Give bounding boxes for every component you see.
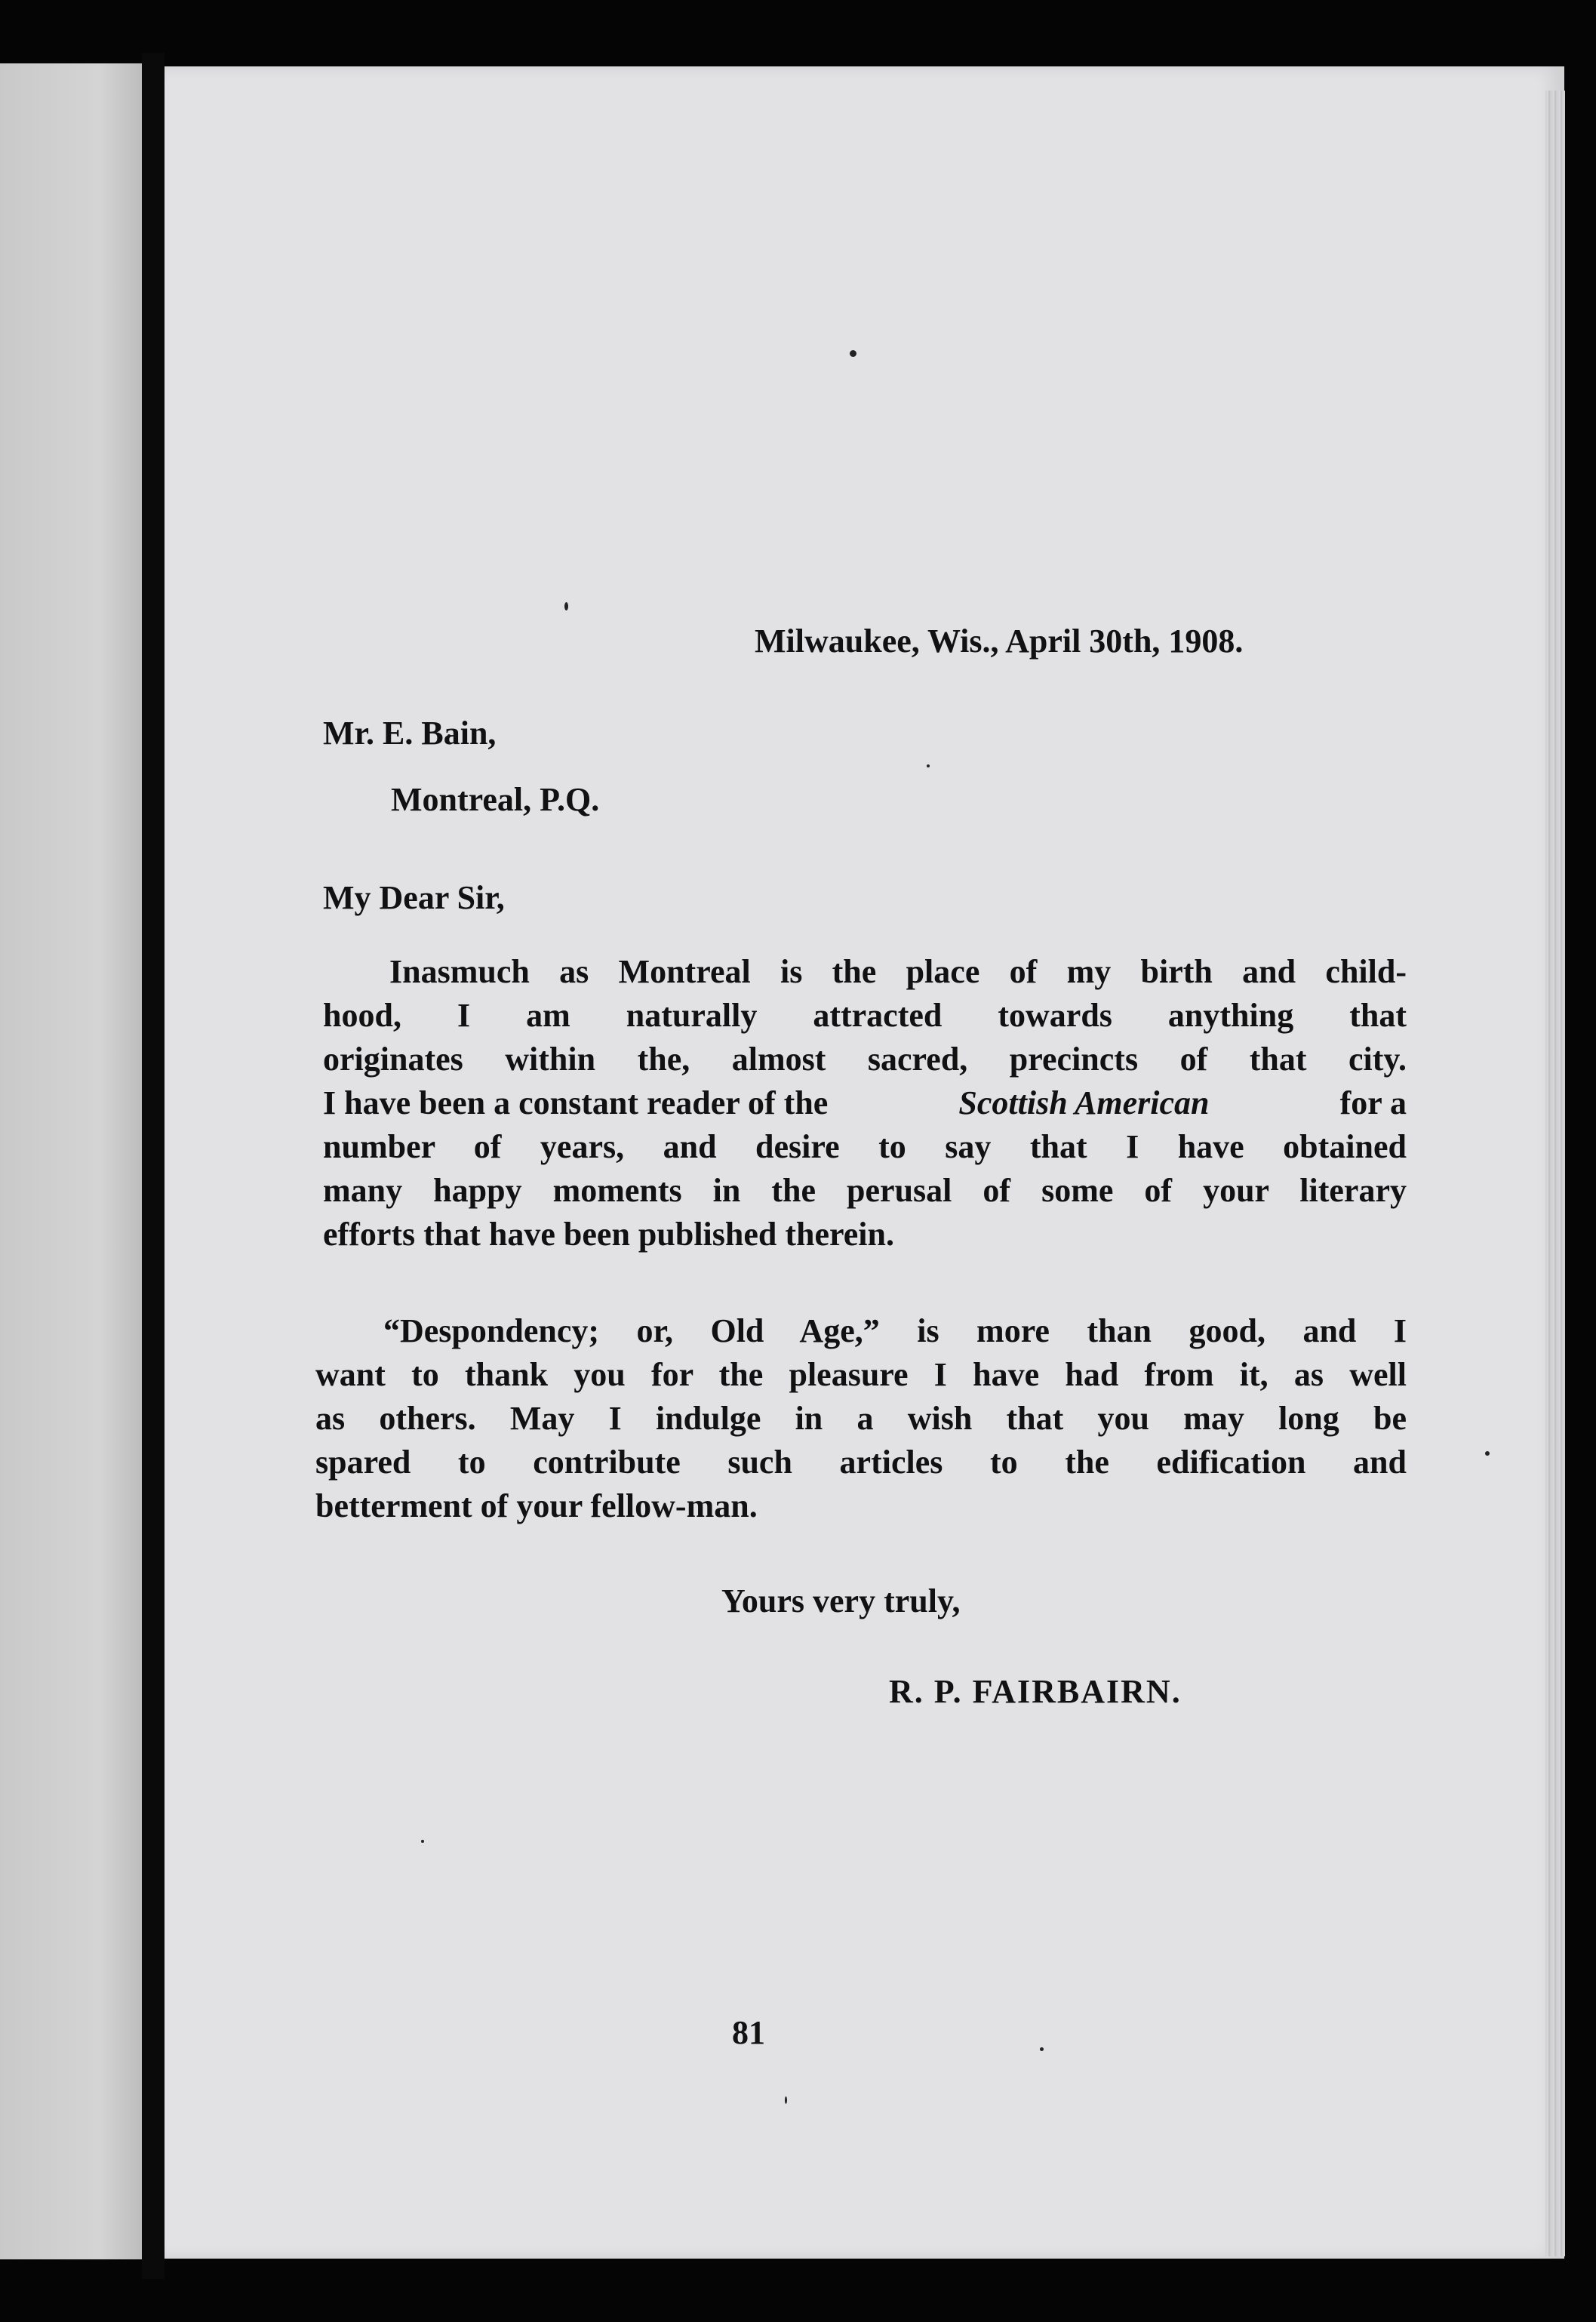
body-line: want to thank you for the pleasure I have had from it, as well	[315, 1356, 1407, 1393]
body-line	[323, 1084, 1407, 1121]
body-line: hood, I am naturally attracted towards anything that	[323, 997, 1407, 1034]
dust-speck	[850, 350, 856, 357]
dust-speck	[785, 2096, 787, 2104]
body-line: Inasmuch as Montreal is the place of my birth and child-	[389, 953, 1407, 990]
addressee-name: Mr. E. Bain,	[323, 715, 497, 752]
body-line: many happy moments in the perusal of some of your literary	[323, 1172, 1407, 1209]
book-page	[165, 66, 1564, 2259]
closing: Yours very truly,	[721, 1582, 961, 1619]
body-line: number of years, and desire to say that I have obtained	[323, 1128, 1407, 1165]
body-line: betterment of your fellow-man.	[315, 1487, 758, 1524]
body-line: efforts that have been published therein.	[323, 1216, 894, 1253]
body-line: spared to contribute such articles to the edification and	[315, 1444, 1407, 1481]
signature: R. P. FAIRBAIRN.	[889, 1673, 1182, 1710]
body-line: “Despondency; or, Old Age,” is more than good, and I	[383, 1312, 1407, 1349]
page-number: 81	[732, 2014, 765, 2051]
dust-speck	[1040, 2047, 1044, 2051]
dust-speck	[1485, 1451, 1490, 1456]
salutation: My Dear Sir,	[323, 879, 505, 916]
dateline: Milwaukee, Wis., April 30th, 1908.	[755, 623, 1244, 660]
dust-speck	[564, 602, 568, 610]
dust-speck	[421, 1840, 424, 1843]
book-gutter	[142, 53, 165, 2279]
facing-page-edge	[0, 63, 142, 2259]
body-line: as others. May I indulge in a wish that you may long be	[315, 1400, 1407, 1437]
body-line-start: I have been a constant reader of the	[323, 1084, 829, 1121]
page-edge-texture	[1545, 91, 1565, 2256]
dust-speck	[927, 764, 930, 767]
body-line: originates within the, almost sacred, precincts of that city.	[323, 1041, 1407, 1078]
body-line-end: for a	[1339, 1084, 1407, 1121]
publication-title: Scottish American	[958, 1084, 1210, 1121]
addressee-place: Montreal, P.Q.	[391, 781, 600, 818]
